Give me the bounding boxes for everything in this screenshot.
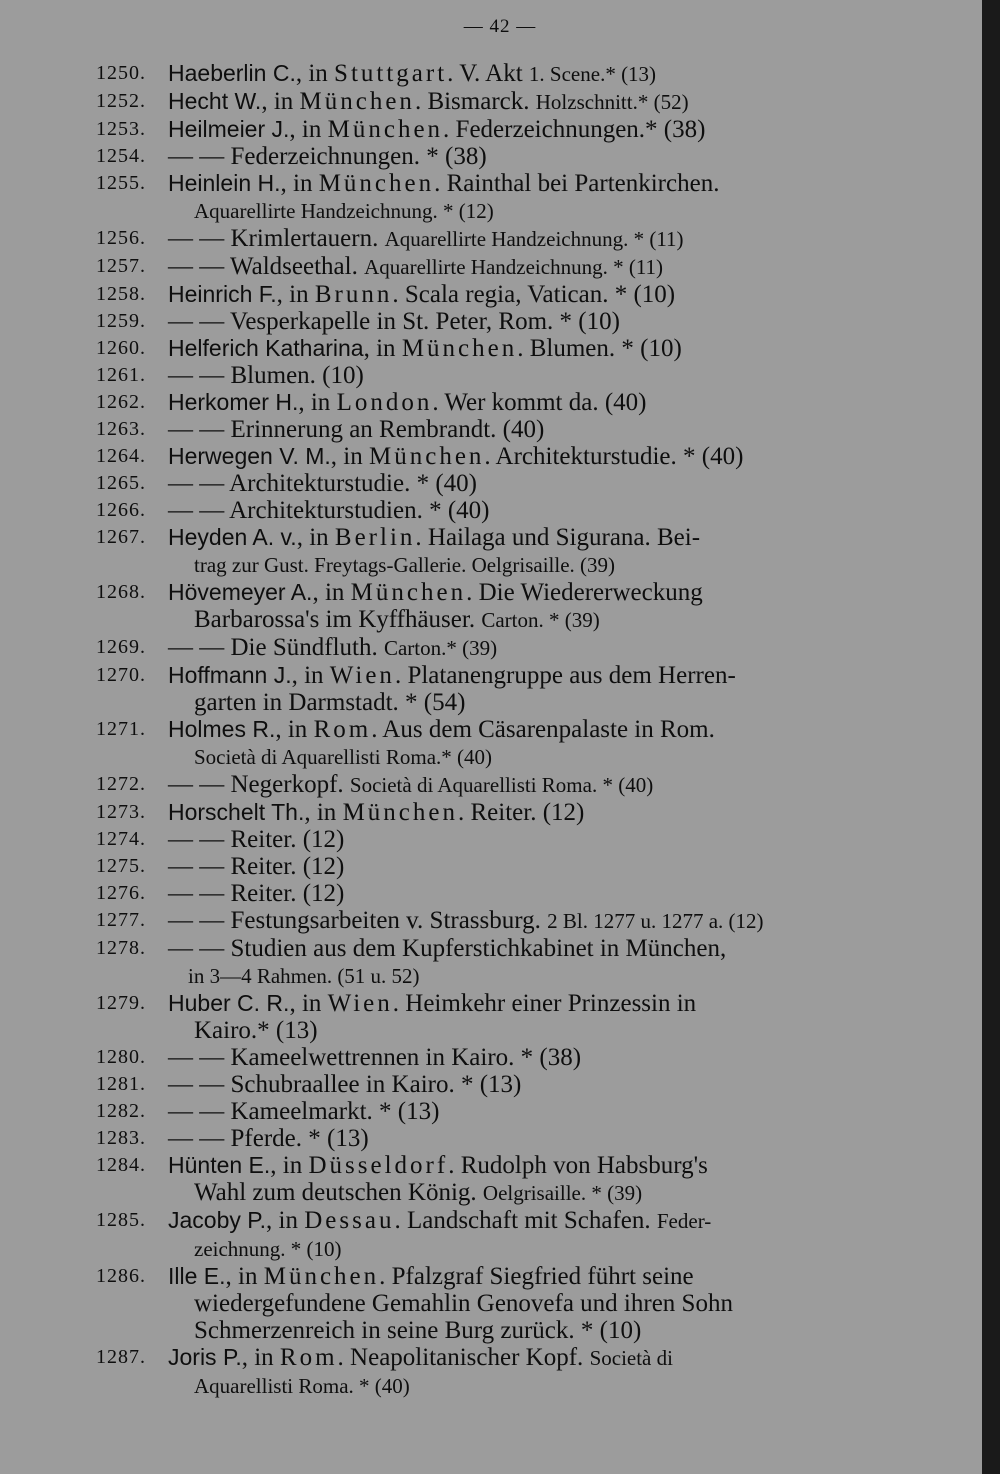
catalog-entry: [96, 335, 896, 362]
separator: , in: [225, 1263, 264, 1290]
entry-note: Aquarellirte Handzeichnung. * (11): [384, 227, 684, 251]
page-number: — 42 —: [463, 16, 537, 37]
entry-number: 1260.: [96, 337, 146, 359]
entry-title: — — Reiter. (12): [168, 853, 345, 880]
city-name: München: [401, 335, 518, 362]
artist-name: Heilmeier J.: [168, 116, 290, 142]
entry-line: [168, 853, 896, 880]
entry-body: [168, 799, 896, 826]
entry-body: [168, 143, 896, 170]
entry-number: 1284.: [96, 1154, 146, 1176]
artist-name: Hoffmann J.: [168, 662, 292, 688]
city-name: München: [350, 579, 467, 606]
entry-body: [168, 389, 896, 416]
catalog-entry: [96, 470, 896, 497]
catalog-entry: [96, 990, 896, 1044]
catalog-entry: [96, 308, 896, 335]
entry-title: . Bismarck.: [414, 88, 536, 115]
separator: , in: [330, 443, 369, 470]
catalog-entry: [96, 1263, 896, 1344]
entry-title: . V. Akt: [447, 60, 529, 87]
city-name: Düsseldorf: [308, 1152, 449, 1179]
entry-line: [168, 799, 896, 826]
entry-line: [168, 689, 896, 716]
entry-line: [168, 88, 896, 116]
entry-line: [168, 771, 896, 799]
entry-title: . Federzeichnungen.* (38): [443, 116, 706, 143]
entry-line: [168, 826, 896, 853]
entry-title: — — Schubraallee in Kairo. * (13): [168, 1071, 522, 1098]
city-name: Wien: [329, 662, 395, 689]
entry-number: 1271.: [96, 718, 146, 740]
entry-title: — — Waldseethal.: [168, 253, 365, 280]
artist-name: Herkomer H.: [168, 389, 299, 415]
entry-note: Società di: [589, 1346, 673, 1370]
artist-name: Horschelt Th.: [168, 799, 305, 825]
entry-line: [168, 935, 896, 962]
entry-title: . Scala regia, Vatican. * (10): [392, 281, 676, 308]
city-name: München: [299, 88, 415, 115]
entry-body: [168, 1263, 896, 1344]
entry-number: 1259.: [96, 310, 146, 332]
artist-name: Heyden A. v.: [168, 524, 297, 550]
entry-line: [168, 281, 896, 308]
entry-body: [168, 225, 896, 253]
separator: , in: [298, 389, 337, 416]
entry-title: Kairo.* (13): [194, 1017, 318, 1044]
city-name: Dessau: [304, 1207, 395, 1234]
entry-line: [168, 1125, 896, 1152]
entry-title: . Aus dem Cäsarenpalaste in Rom.: [371, 716, 715, 743]
entry-note: Aquarellisti Roma. * (40): [194, 1374, 410, 1398]
entry-title: Barbarossa's im Kyffhäuser.: [194, 606, 482, 633]
entry-number: 1269.: [96, 636, 146, 658]
catalog-entry: [96, 771, 896, 799]
catalog-entry: [96, 1207, 896, 1263]
entry-title: — — Studien aus dem Kupferstichkabinet in München,: [168, 935, 727, 962]
entry-line: [168, 990, 896, 1017]
entry-body: [168, 170, 896, 225]
entry-title: . Die Wiedererweckung: [466, 579, 703, 606]
catalog-entry: [96, 853, 896, 880]
entry-note: Oelgrisaille. * (39): [482, 1181, 643, 1205]
entry-line: [168, 1071, 896, 1098]
catalog-entry: [96, 935, 896, 990]
entry-body: [168, 634, 896, 662]
entry-note: Carton.* (39): [383, 636, 498, 660]
separator: , in: [270, 1152, 309, 1179]
entry-title: — — Krimlertauern.: [168, 225, 385, 252]
entry-note: Aquarellirte Handzeichnung. * (11): [364, 255, 664, 279]
entry-body: [168, 907, 896, 935]
entry-body: [168, 1344, 896, 1400]
page-edge: [982, 0, 1000, 1474]
separator: , in: [363, 335, 402, 362]
entry-line: [168, 308, 896, 335]
catalog-entry: [96, 170, 896, 225]
entry-number: 1264.: [96, 445, 146, 467]
entry-note: Società di Aquarellisti Roma. * (40): [349, 773, 654, 797]
entry-title: . Blumen. * (10): [517, 335, 682, 362]
entry-title: . Architekturstudie. * (40): [484, 443, 744, 470]
catalog-entry: [96, 880, 896, 907]
entry-title: — — Kameelmarkt. * (13): [168, 1098, 440, 1125]
entry-body: [168, 662, 896, 716]
entry-number: 1278.: [96, 937, 146, 959]
artist-name: Heinlein H.: [168, 170, 281, 196]
entry-body: [168, 362, 896, 389]
entry-body: [168, 335, 896, 362]
entry-title: — — Erinnerung an Rembrandt. (40): [168, 416, 545, 443]
separator: , in: [266, 1207, 305, 1234]
entry-number: 1258.: [96, 283, 146, 305]
entry-number: 1261.: [96, 364, 146, 386]
entry-title: — — Architekturstudie. * (40): [168, 470, 477, 497]
entry-number: 1265.: [96, 472, 146, 494]
catalog-entry: [96, 281, 896, 308]
catalog-entry: [96, 416, 896, 443]
entry-line: [168, 443, 896, 470]
entry-line: [168, 579, 896, 606]
entry-line: [168, 143, 896, 170]
separator: , in: [304, 799, 343, 826]
entry-line: [168, 1044, 896, 1071]
entry-note: in 3—4 Rahmen. (51 u. 52): [188, 964, 420, 988]
entry-body: [168, 1071, 896, 1098]
catalog-entry: [96, 60, 896, 88]
entry-body: [168, 416, 896, 443]
entry-body: [168, 880, 896, 907]
entry-title: — — Architekturstudien. * (40): [168, 497, 490, 524]
entry-body: [168, 470, 896, 497]
city-name: London: [336, 389, 433, 416]
entry-title: wiedergefundene Gemahlin Genovefa und ihren Sohn: [194, 1290, 733, 1317]
entry-body: [168, 853, 896, 880]
entry-line: [168, 362, 896, 389]
city-name: München: [263, 1263, 380, 1290]
entry-number: 1262.: [96, 391, 146, 413]
artist-name: Holmes R.: [168, 716, 276, 742]
entry-body: [168, 1044, 896, 1071]
entry-body: [168, 524, 896, 579]
separator: , in: [289, 116, 328, 143]
entry-body: [168, 281, 896, 308]
catalog-entry: [96, 634, 896, 662]
entry-body: [168, 935, 896, 990]
catalog-entry: [96, 799, 896, 826]
separator: , in: [241, 1344, 280, 1371]
entry-title: — — Negerkopf.: [168, 771, 350, 798]
entry-number: 1256.: [96, 227, 146, 249]
entry-title: . Rainthal bei Partenkirchen.: [434, 170, 720, 197]
entry-number: 1267.: [96, 526, 146, 548]
city-name: Berlin: [334, 524, 416, 551]
artist-name: Huber C. R.: [168, 990, 290, 1016]
entry-title: . Platanengruppe aus dem Herren-: [394, 662, 736, 689]
entry-line: [168, 1207, 896, 1235]
city-name: Stuttgart: [334, 60, 448, 87]
city-name: Brunn: [314, 281, 393, 308]
entry-title: Schmerzenreich in seine Burg zurück. * (10): [194, 1317, 642, 1344]
entry-body: [168, 497, 896, 524]
entry-body: [168, 826, 896, 853]
entry-line: [168, 253, 896, 281]
entry-title: — — Reiter. (12): [168, 880, 345, 907]
catalog-entry: [96, 143, 896, 170]
catalog-entry: [96, 362, 896, 389]
entry-line: [168, 1263, 896, 1290]
entry-body: [168, 253, 896, 281]
catalog-entry: [96, 225, 896, 253]
catalog-entry: [96, 524, 896, 579]
entry-number: 1281.: [96, 1073, 146, 1095]
catalog-entry: [96, 1152, 896, 1207]
artist-name: Heinrich F.: [168, 281, 277, 307]
entry-number: 1263.: [96, 418, 146, 440]
entry-body: [168, 716, 896, 771]
entry-title: — — Reiter. (12): [168, 826, 345, 853]
entry-note: 2 Bl. 1277 u. 1277 a. (12): [547, 909, 764, 933]
entry-title: Wahl zum deutschen König.: [194, 1179, 483, 1206]
entry-line: [168, 60, 896, 88]
separator: , in: [275, 716, 314, 743]
entry-body: [168, 579, 896, 634]
entry-number: 1287.: [96, 1346, 146, 1368]
entry-title: — — Die Sündfluth.: [168, 634, 384, 661]
entry-title: . Pfalzgraf Siegfried führt seine: [379, 1263, 694, 1290]
entry-number: 1283.: [96, 1127, 146, 1149]
city-name: München: [318, 170, 435, 197]
entry-body: [168, 1098, 896, 1125]
entry-line: [168, 389, 896, 416]
entry-line: [168, 197, 896, 225]
entry-line: [168, 1235, 896, 1263]
entry-body: [168, 990, 896, 1044]
catalog-entry: [96, 1125, 896, 1152]
artist-name: Hecht W.: [168, 88, 262, 114]
entry-note: Società di Aquarellisti Roma.* (40): [194, 745, 493, 769]
entry-title: — — Festungsarbeiten v. Strassburg.: [168, 907, 548, 934]
catalog-entry: [96, 116, 896, 143]
entry-title: . Neapolitanischer Kopf.: [337, 1344, 590, 1371]
entry-line: [168, 1179, 896, 1207]
entry-title: . Landschaft mit Schafen.: [394, 1207, 657, 1234]
catalog-entry: [96, 1344, 896, 1400]
entry-number: 1275.: [96, 855, 146, 877]
entry-number: 1252.: [96, 90, 146, 112]
entry-title: — — Federzeichnungen. * (38): [168, 143, 487, 170]
entry-line: [168, 1152, 896, 1179]
entry-number: 1273.: [96, 801, 146, 823]
artist-name: Herwegen V. M.: [168, 443, 331, 469]
entry-number: 1285.: [96, 1209, 146, 1231]
city-name: München: [327, 116, 444, 143]
city-name: Rom: [279, 1344, 338, 1371]
city-name: München: [369, 443, 485, 470]
entry-body: [168, 88, 896, 116]
entry-title: . Reiter. (12): [457, 799, 585, 826]
entry-line: [168, 1017, 896, 1044]
city-name: München: [342, 799, 458, 826]
entry-note: zeichnung. * (10): [194, 1237, 342, 1261]
entry-number: 1268.: [96, 581, 146, 603]
entry-number: 1272.: [96, 773, 146, 795]
entry-note: trag zur Gust. Freytags-Gallerie. Oelgrisaille. (39): [194, 553, 616, 577]
artist-name: Helferich Katharina: [168, 335, 364, 361]
entry-number: 1255.: [96, 172, 146, 194]
entry-body: [168, 1152, 896, 1207]
entry-body: [168, 1125, 896, 1152]
entry-line: [168, 634, 896, 662]
entry-number: 1253.: [96, 118, 146, 140]
catalog-list: [96, 60, 896, 1400]
separator: , in: [312, 579, 351, 606]
catalog-entry: [96, 826, 896, 853]
entry-number: 1286.: [96, 1265, 146, 1287]
entry-line: [168, 1372, 896, 1400]
entry-title: . Wer kommt da. (40): [432, 389, 647, 416]
entry-note: Feder-: [656, 1209, 712, 1233]
entry-number: 1270.: [96, 664, 146, 686]
entry-number: 1282.: [96, 1100, 146, 1122]
entry-line: [168, 606, 896, 634]
entry-title: — — Vesperkapelle in St. Peter, Rom. * (10): [168, 308, 620, 335]
artist-name: Jacoby P.: [168, 1207, 267, 1233]
artist-name: Ille E.: [168, 1263, 226, 1289]
entry-line: [168, 1290, 896, 1317]
entry-line: [168, 116, 896, 143]
catalog-entry: [96, 88, 896, 116]
artist-name: Joris P.: [168, 1344, 242, 1370]
separator: , in: [289, 990, 328, 1017]
entry-line: [168, 880, 896, 907]
entry-line: [168, 1317, 896, 1344]
separator: , in: [276, 281, 315, 308]
catalog-entry: [96, 443, 896, 470]
entry-number: 1276.: [96, 882, 146, 904]
entry-note: Holzschnitt.* (52): [535, 90, 689, 114]
entry-title: . Heimkehr einer Prinzessin in: [392, 990, 697, 1017]
entry-body: [168, 771, 896, 799]
entry-title: — — Kameelwettrennen in Kairo. * (38): [168, 1044, 582, 1071]
entry-body: [168, 443, 896, 470]
entry-title: . Rudolph von Habsburg's: [448, 1152, 708, 1179]
entry-line: [168, 1098, 896, 1125]
entry-line: [168, 907, 896, 935]
separator: , in: [296, 524, 335, 551]
separator: , in: [295, 60, 335, 87]
entry-line: [168, 497, 896, 524]
catalog-entry: [96, 662, 896, 716]
catalog-entry: [96, 389, 896, 416]
separator: , in: [280, 170, 319, 197]
entry-line: [168, 416, 896, 443]
entry-body: [168, 308, 896, 335]
entry-line: [168, 716, 896, 743]
entry-line: [168, 524, 896, 551]
entry-title: — — Blumen. (10): [168, 362, 364, 389]
entry-note: Aquarellirte Handzeichnung. * (12): [194, 199, 494, 223]
city-name: Wien: [327, 990, 393, 1017]
entry-title: . Hailaga und Sigurana. Bei-: [415, 524, 701, 551]
entry-number: 1254.: [96, 145, 146, 167]
entry-body: [168, 116, 896, 143]
entry-number: 1257.: [96, 255, 146, 277]
catalog-entry: [96, 907, 896, 935]
catalog-entry: [96, 497, 896, 524]
entry-number: 1280.: [96, 1046, 146, 1068]
entry-title: garten in Darmstadt. * (54): [194, 689, 466, 716]
entry-line: [168, 225, 896, 253]
entry-line: [168, 962, 896, 990]
entry-note: Carton. * (39): [481, 608, 600, 632]
entry-number: 1279.: [96, 992, 146, 1014]
entry-line: [168, 662, 896, 689]
entry-line: [168, 470, 896, 497]
entry-body: [168, 1207, 896, 1263]
entry-line: [168, 743, 896, 771]
artist-name: Hünten E.: [168, 1152, 271, 1178]
catalog-entry: [96, 1071, 896, 1098]
separator: , in: [291, 662, 330, 689]
entry-number: 1266.: [96, 499, 146, 521]
catalog-entry: [96, 716, 896, 771]
entry-number: 1250.: [96, 62, 146, 84]
entry-line: [168, 335, 896, 362]
artist-name: Hövemeyer A.: [168, 579, 313, 605]
entry-note: 1. Scene.* (13): [528, 62, 657, 86]
entry-body: [168, 60, 896, 88]
entry-number: 1277.: [96, 909, 146, 931]
entry-line: [168, 170, 896, 197]
catalog-entry: [96, 579, 896, 634]
catalog-entry: [96, 1098, 896, 1125]
separator: , in: [261, 88, 300, 115]
catalog-entry: [96, 253, 896, 281]
entry-line: [168, 1344, 896, 1372]
artist-name: Haeberlin C.: [168, 60, 296, 86]
entry-line: [168, 551, 896, 579]
city-name: Rom: [313, 716, 372, 743]
entry-number: 1274.: [96, 828, 146, 850]
catalog-entry: [96, 1044, 896, 1071]
entry-title: — — Pferde. * (13): [168, 1125, 369, 1152]
